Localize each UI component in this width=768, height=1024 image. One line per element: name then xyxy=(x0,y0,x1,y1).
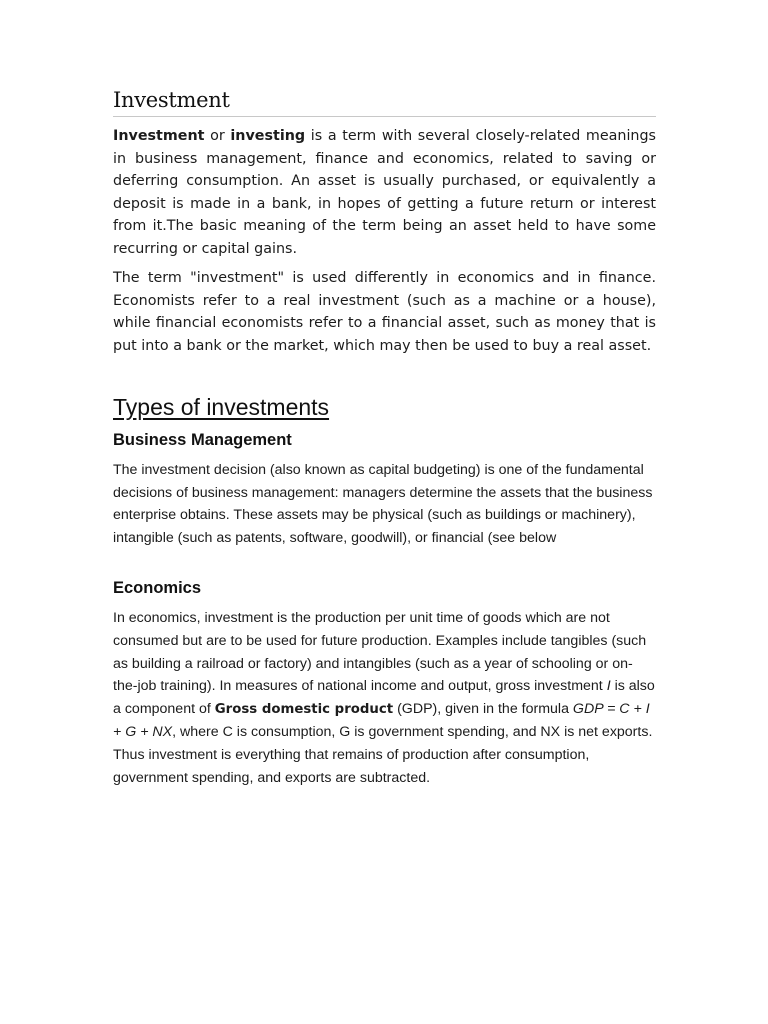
gdp-formula: GDP = C + I + G + NX xyxy=(113,700,650,741)
economics-text xyxy=(113,607,656,789)
intro-p1-rest: is a term with several closely-related meanings in business management, finance and economics, related to saving or deferring consumption. An asset is usually purchased, or equivalently a deposit is made in a bank, in hopes of getting a future return or interest from it.The basic meaning of the term being an asset held to have some recurring or capital gains. xyxy=(113,128,657,257)
economics-heading: Economics xyxy=(113,579,202,598)
intro-or: or xyxy=(204,128,231,144)
econ-text-3: (GDP), given in the formula xyxy=(393,700,573,717)
econ-text-2: is also a component of xyxy=(113,678,655,717)
econ-text-1: In economics, investment is the production per unit time of goods which are not consumed but are to be used for future production. Examples include tangibles (such as building a railroad or factory) and intangibles (such as a year of schooling or on-the-job training). In measures of national income and output, gross investment xyxy=(113,610,647,695)
page-title: Investment xyxy=(113,88,656,117)
intro-paragraph-1 xyxy=(113,125,656,260)
business-management-text: The investment decision (also known as capital budgeting) is one of the fundamental decisions of business management: managers determine the assets that the business enterprise obtains. These assets may be physical (such as buildings or machinery), intangible (such as patents, software, goodwill), or financial (see below xyxy=(113,462,653,546)
term-investing: investing xyxy=(230,128,306,144)
business-management-heading: Business Management xyxy=(113,431,292,449)
term-investment: Investment xyxy=(113,128,205,144)
var-i: I xyxy=(606,678,611,695)
intro-paragraph-2: The term "investment" is used differently in economics and in finance. Economists refer to a real investment (such as a machine or a house), while financial economists refer to a financial asset, such as money that is put into a bank or the market, which may then be used to buy a real asset. xyxy=(113,270,656,354)
document-page xyxy=(113,88,656,789)
types-heading[interactable]: Types of investments xyxy=(113,394,330,420)
econ-text-4: , where C is consumption, G is government spending, and NX is net exports. Thus investment is everything that remains of production after consumption, government spending, and exports are subtracted. xyxy=(113,724,653,786)
gdp-term: Gross domestic product xyxy=(214,701,394,717)
